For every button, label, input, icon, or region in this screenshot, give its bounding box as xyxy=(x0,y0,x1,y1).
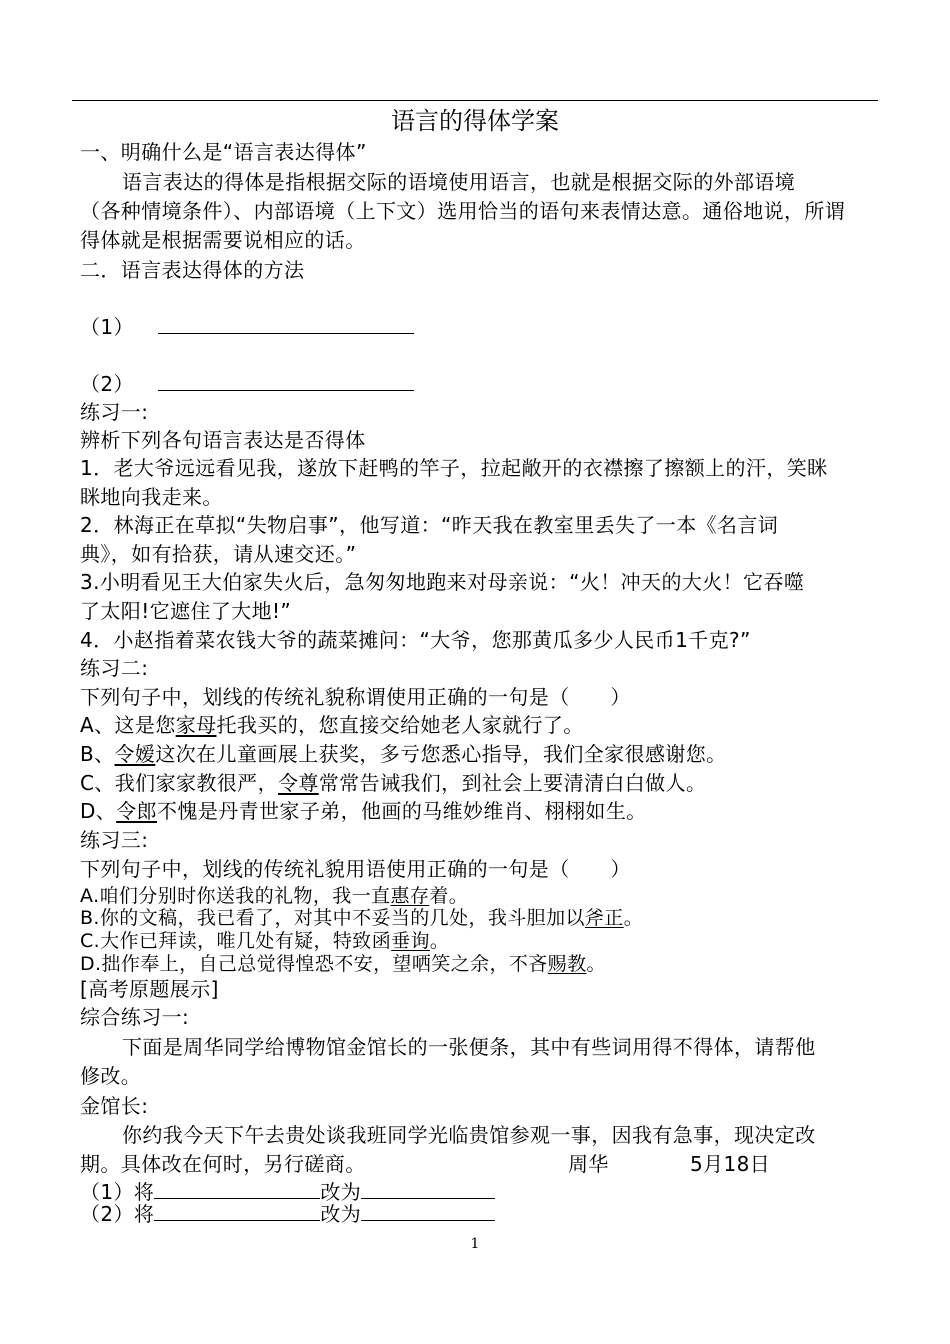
option-text: C、我们家家教很严， xyxy=(80,771,278,795)
option-text: 这次在儿童画展上获奖，多亏您悉心指导，我们全家很感谢您。 xyxy=(155,742,727,766)
underlined-term: 家母 xyxy=(175,713,217,737)
revision-label: （2）将 xyxy=(80,1202,155,1226)
option-text: 。 xyxy=(623,907,644,929)
exercise2-option-b xyxy=(80,742,727,766)
exercise3-prompt: 下列句子中，划线的传统礼貌用语使用正确的一句是（ ） xyxy=(80,857,631,881)
exercise1-item3-line1: 3.小明看见王大伯家失火后，急匆匆地跑来对母亲说：“火！冲天的大火！它吞噬 xyxy=(80,570,805,594)
exercise3-option-b xyxy=(80,906,643,930)
method-blank-2-line[interactable] xyxy=(158,370,414,391)
section2-heading: 二．语言表达得体的方法 xyxy=(80,258,305,282)
method-blank-2-label: （2） xyxy=(80,372,134,396)
revision-new-blank[interactable] xyxy=(361,1200,495,1221)
underlined-term: 斧正 xyxy=(584,907,624,929)
option-text: 托我买的，您直接交给她老人家就行了。 xyxy=(216,713,584,737)
option-text: D.拙作奉上，自己总觉得惶恐不安，望哂笑之余，不吝 xyxy=(80,953,548,975)
option-text: 着。 xyxy=(429,885,469,907)
exercise3-option-c xyxy=(80,929,449,953)
page-number: 1 xyxy=(470,1236,480,1252)
option-text: A、这是您 xyxy=(80,713,176,737)
option-text: 。 xyxy=(586,953,606,975)
exercise1-item1-line1: 1．老大爷远远看见我，遂放下赶鸭的竿子，拉起敞开的衣襟擦了擦额上的汗，笑眯 xyxy=(80,456,828,480)
exercise3-option-a xyxy=(80,884,468,908)
revision-label: （1）将 xyxy=(80,1180,155,1204)
option-text: 。 xyxy=(429,930,450,952)
revision-mid-label: 改为 xyxy=(320,1180,362,1204)
revision-row-2 xyxy=(80,1200,495,1226)
exercise1-item3-line2: 了太阳!它遮住了大地!” xyxy=(80,599,292,623)
underlined-term: 垂询 xyxy=(391,930,430,952)
exercise3-heading: 练习三: xyxy=(80,828,149,852)
underlined-term: 令嫒 xyxy=(114,742,156,766)
option-text: B.你的文稿，我已看了，对其中不妥当的几处，我斗胆加以 xyxy=(80,907,585,929)
exercise1-item2-line2: 典》，如有拾获，请从速交还。” xyxy=(80,542,357,566)
exercise2-heading: 练习二: xyxy=(80,656,149,680)
comprehensive1-para-line1: 下面是周华同学给博物馆金馆长的一张便条，其中有些词用得不得体，请帮他 xyxy=(122,1035,816,1059)
exercise2-prompt: 下列句子中，划线的传统礼貌称谓使用正确的一句是（ ） xyxy=(80,685,631,709)
option-text: 常常告诫我们，到社会上要清清白白做人。 xyxy=(318,771,707,795)
section1-para-line3: 得体就是根据需要说相应的话。 xyxy=(80,228,366,252)
underlined-term: 令郎 xyxy=(116,799,158,823)
note-salutation: 金馆长: xyxy=(80,1094,149,1118)
exercise1-item1-line2: 眯地向我走来。 xyxy=(80,485,223,509)
exercise1-prompt: 辨析下列各句语言表达是否得体 xyxy=(80,428,366,452)
revision-mid-label: 改为 xyxy=(320,1202,362,1226)
revision-new-blank[interactable] xyxy=(361,1178,495,1199)
exercise1-item2-line1: 2．林海正在草拟“失物启事”，他写道：“昨天我在教室里丢失了一本《名言词 xyxy=(80,513,779,537)
underlined-term: 惠存 xyxy=(390,885,430,907)
method-blank-1-line[interactable] xyxy=(158,313,414,334)
comprehensive1-heading: 综合练习一: xyxy=(80,1005,190,1029)
exercise3-option-d xyxy=(80,952,606,976)
section1-heading: 一、明确什么是“语言表达得体” xyxy=(80,140,367,164)
method-blank-1 xyxy=(80,313,414,339)
underlined-term: 赐教 xyxy=(547,953,587,975)
comprehensive1-para-line2: 修改。 xyxy=(80,1064,142,1088)
option-text: A.咱们分别时你送我的礼物，我一直 xyxy=(80,885,391,907)
underlined-term: 令尊 xyxy=(277,771,319,795)
option-text: 不愧是丹青世家子弟，他画的马维妙维肖、栩栩如生。 xyxy=(157,799,647,823)
exercise2-option-c xyxy=(80,771,706,795)
exercise2-option-d xyxy=(80,799,647,823)
page-title: 语言的得体学案 xyxy=(391,107,559,135)
option-text: D、 xyxy=(80,799,117,823)
exercise1-heading: 练习一: xyxy=(80,400,149,424)
exercise2-option-a xyxy=(80,713,584,737)
header-rule xyxy=(72,100,878,101)
note-body-line1: 你约我今天下午去贵处谈我班同学光临贵馆参观一事，因我有急事，现决定改 xyxy=(122,1123,816,1147)
note-body-line2: 期。具体改在何时，另行磋商。 xyxy=(80,1152,366,1176)
method-blank-2 xyxy=(80,370,414,396)
note-date: 5月18日 xyxy=(690,1152,771,1176)
revision-original-blank[interactable] xyxy=(154,1178,320,1199)
gaokao-heading: [高考原题展示] xyxy=(80,977,219,1001)
revision-original-blank[interactable] xyxy=(154,1200,320,1221)
exercise1-item4: 4．小赵指着菜农钱大爷的蔬菜摊问：“大爷，您那黄瓜多少人民币1千克?” xyxy=(80,628,751,652)
section1-para-line2: （各种情境条件）、内部语境（上下文）选用恰当的语句来表情达意。通俗地说，所谓 xyxy=(80,199,846,223)
section1-para-line1: 语言表达的得体是指根据交际的语境使用语言，也就是根据交际的外部语境 xyxy=(122,170,796,194)
option-text: B、 xyxy=(80,742,115,766)
note-signer: 周华 xyxy=(568,1152,609,1176)
method-blank-1-label: （1） xyxy=(80,315,134,339)
option-text: C.大作已拜读，唯几处有疑，特致函 xyxy=(80,930,392,952)
